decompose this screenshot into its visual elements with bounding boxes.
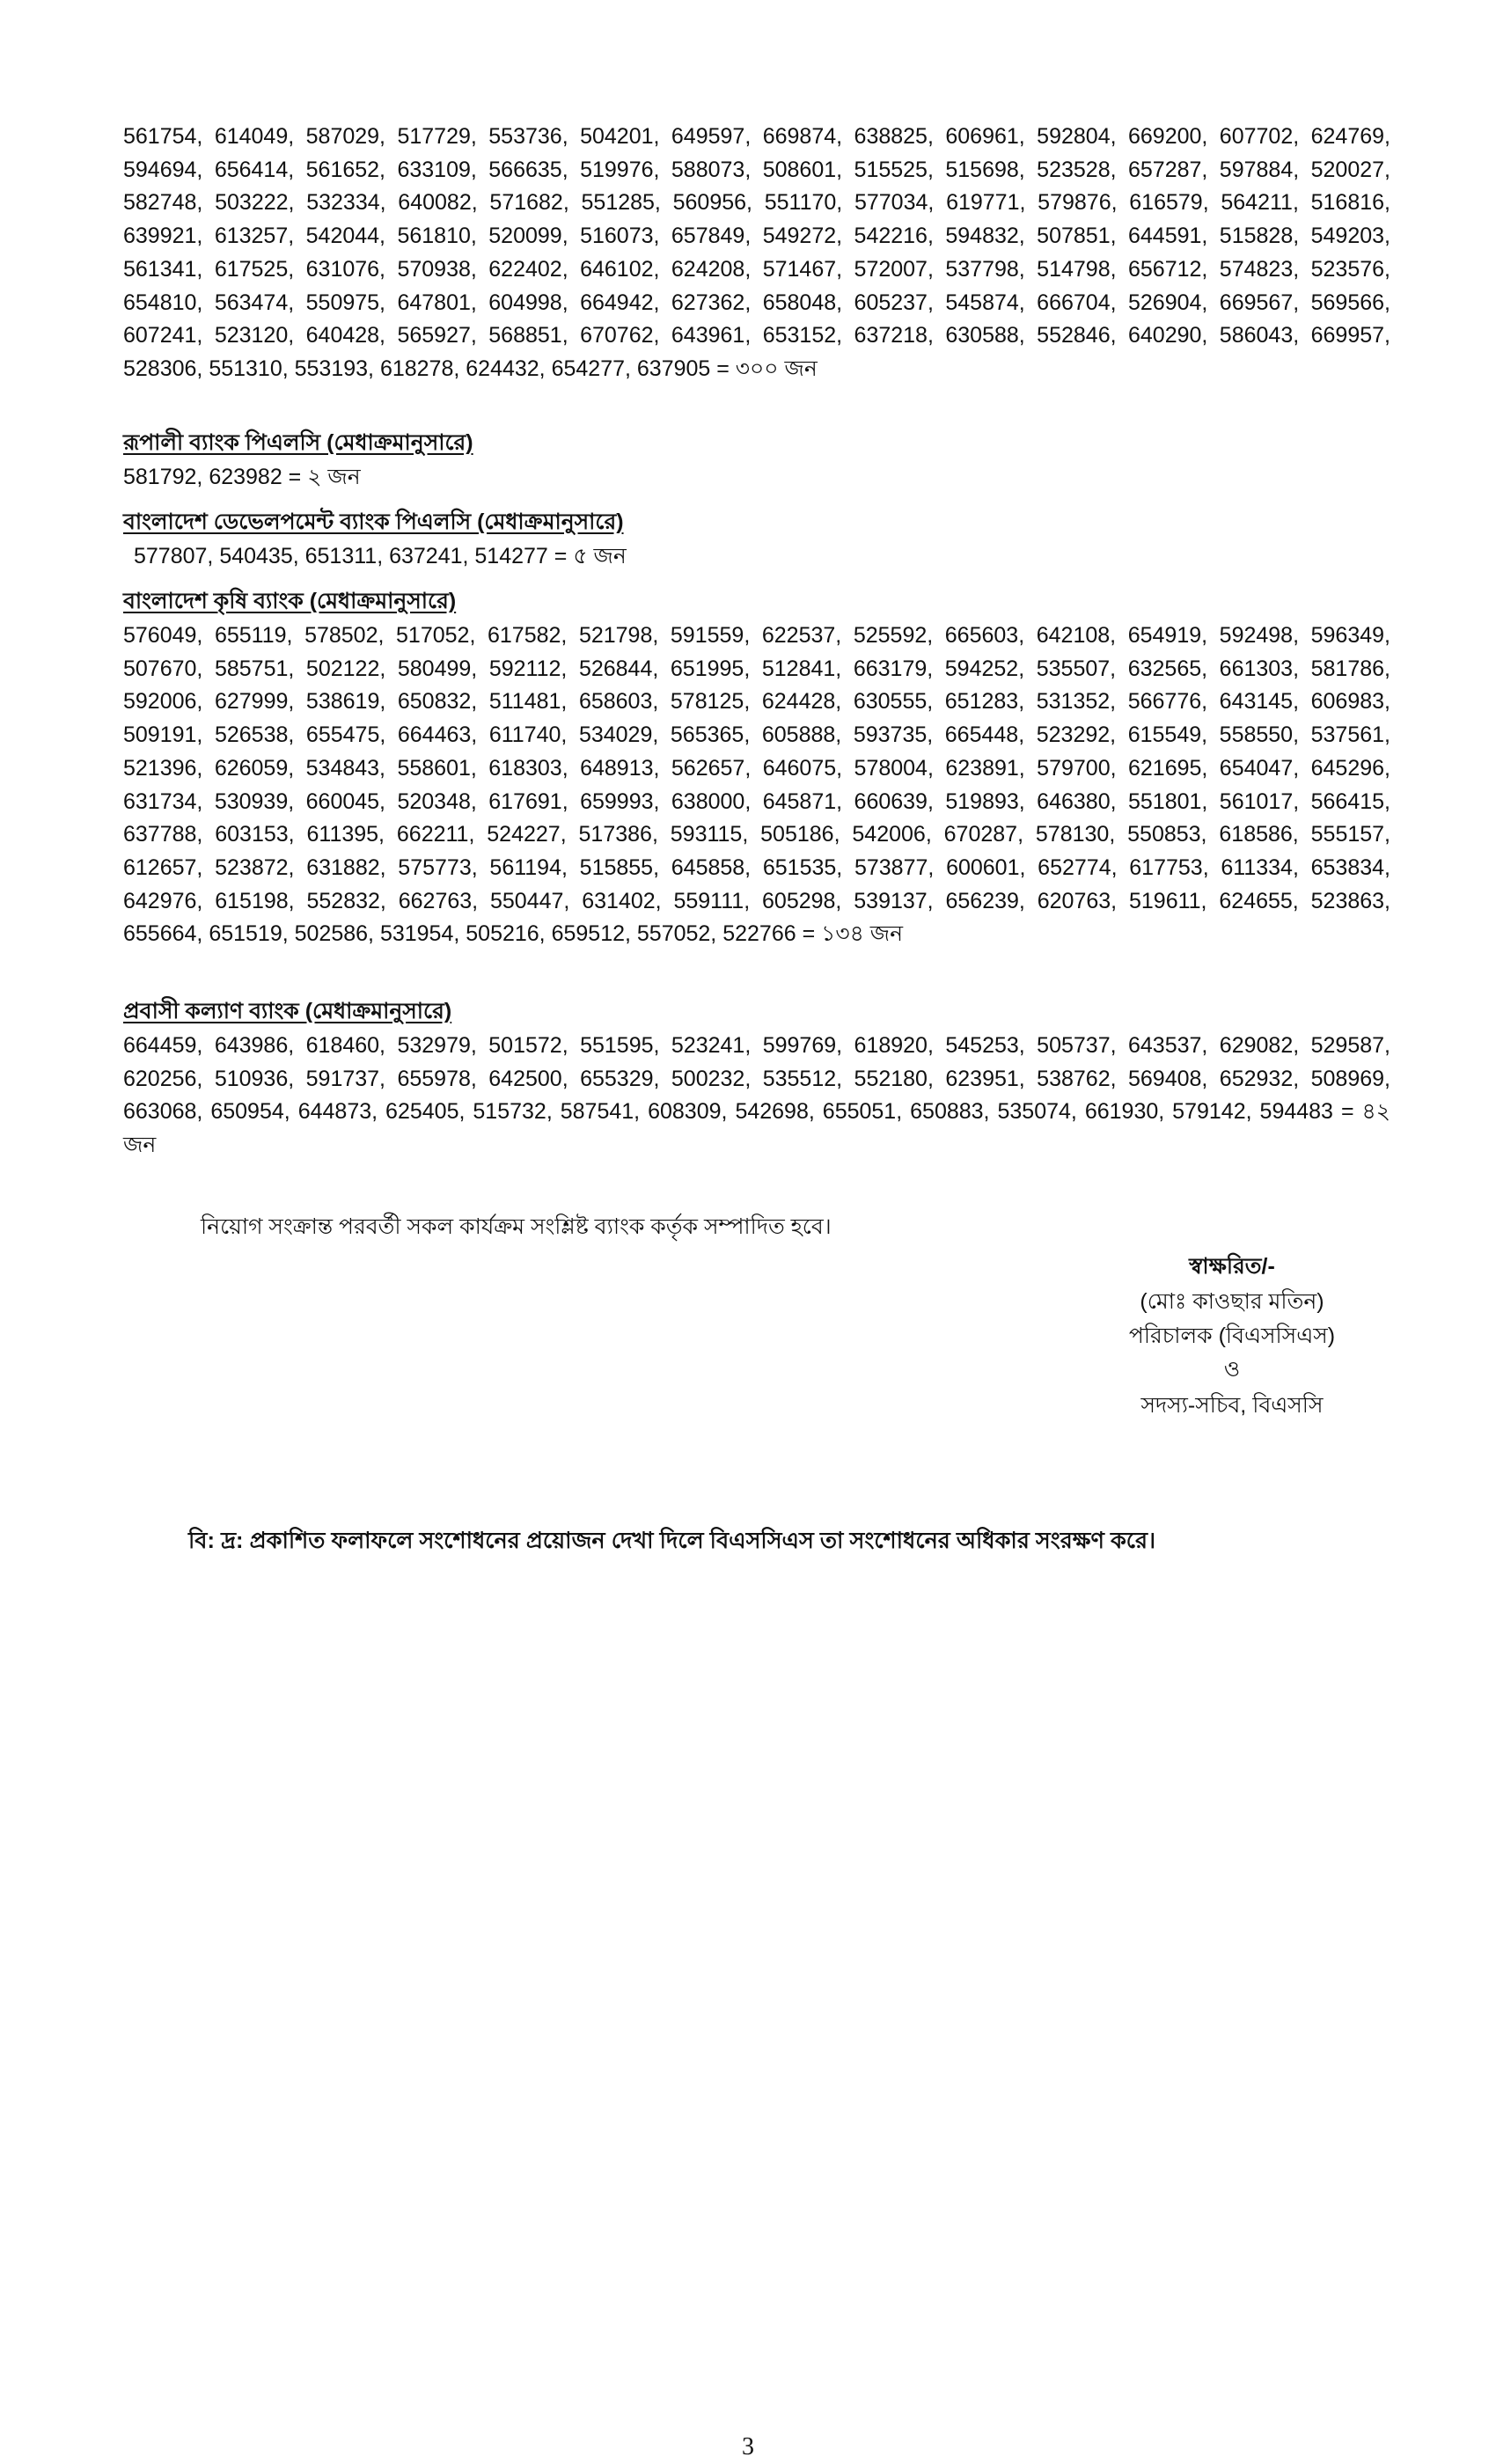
signatory-conjunction: ও	[1223, 1357, 1241, 1382]
section-heading-bangladesh-development-bank: বাংলাদেশ ডেভেলপমেন্ট ব্যাংক পিএলসি (মেধাক্রমানুসারে)	[123, 510, 624, 534]
signature-signed: স্বাক্ষরিত/-	[1189, 1254, 1275, 1279]
section-heading-bangladesh-krishi-bank: বাংলাদেশ কৃষি ব্যাংক (মেধাক্রমানুসারে)	[123, 589, 457, 613]
roll-number-list-rupali-bank: 581792, 623982 = ২ জন	[123, 465, 361, 489]
roll-number-list-bangladesh-krishi-bank: 576049, 655119, 578502, 517052, 617582, 521798, 591559, 622537, 525592, 665603, 642108, 654919, 592498, 596349, 507670, 585751, 502122, 580499, 592112, 526844, 651995, 512841, 663179, 594252, 535507, 632565, 661303, 581786, 592006, 627999, 538619, 650832, 511481, 658603, 578125, 624428, 630555, 651283, 531352, 566776, 643145, 606983, 509191, 526538, 655475, 664463, 611740, 534029, 565365, 605888, 593735, 665448, 523292, 615549, 558550, 537561, 521396, 626059, 534843, 558601, 618303, 648913, 562657, 646075, 578004, 623891, 579700, 621695, 654047, 645296, 631734, 530939, 660045, 520348, 617691, 659993, 638000, 645871, 660639, 519893, 646380, 551801, 561017, 566415, 637788, 603153, 611395, 662211, 524227, 517386, 593115, 505186, 542006, 670287, 578130, 550853, 618586, 555157, 612657, 523872, 631882, 575773, 561194, 515855, 645858, 651535, 573877, 600601, 652774, 617753, 611334, 653834, 642976, 615198, 552832, 662763, 550447, 631402, 559111, 605298, 539137, 656239, 620763, 519611, 624655, 523863, 655664, 651519, 502586, 531954, 505216, 659512, 557052, 522766 = ১৩৪ জন	[123, 623, 1390, 947]
roll-number-list-continued: 561754, 614049, 587029, 517729, 553736, 504201, 649597, 669874, 638825, 606961, 592804, 669200, 607702, 624769, 594694, 656414, 561652, 633109, 566635, 519976, 588073, 508601, 515525, 515698, 523528, 657287, 597884, 520027, 582748, 503222, 532334, 640082, 571682, 551285, 560956, 551170, 577034, 619771, 579876, 616579, 564211, 516816, 639921, 613257, 542044, 561810, 520099, 516073, 657849, 549272, 542216, 594832, 507851, 644591, 515828, 549203, 561341, 617525, 631076, 570938, 622402, 646102, 624208, 571467, 572007, 537798, 514798, 656712, 574823, 523576, 654810, 563474, 550975, 647801, 604998, 664942, 627362, 658048, 605237, 545874, 666704, 526904, 669567, 569566, 607241, 523120, 640428, 565927, 568851, 670762, 643961, 653152, 637218, 630588, 552846, 640290, 586043, 669957, 528306, 551310, 553193, 618278, 624432, 654277, 637905 = ৩০০ জন	[123, 124, 1390, 381]
signatory-name: (মোঃ কাওছার মতিন)	[1140, 1289, 1324, 1314]
signatory-title-secondary: সদস্য-সচিব, বিএসসি	[1140, 1393, 1324, 1418]
signatory-title: পরিচালক (বিএসসিএস)	[1128, 1324, 1336, 1348]
page-number: 3	[742, 2433, 754, 2460]
closing-statement: নিয়োগ সংক্রান্ত পরবর্তী সকল কার্যক্রম সংশ্লিষ্ট ব্যাংক কর্তৃক সম্পাদিত হবে।	[201, 1214, 832, 1239]
roll-number-list-probashi-kallyan-bank: 664459, 643986, 618460, 532979, 501572, 551595, 523241, 599769, 618920, 545253, 505737, 643537, 629082, 529587, 620256, 510936, 591737, 655978, 642500, 655329, 500232, 535512, 552180, 623951, 538762, 569408, 652932, 508969, 663068, 650954, 644873, 625405, 515732, 587541, 608309, 542698, 655051, 650883, 535074, 661930, 579142, 594483 = ৪২ জন	[123, 1033, 1390, 1158]
section-heading-rupali-bank: রূপালী ব্যাংক পিএলসি (মেধাক্রমানুসারে)	[123, 430, 473, 455]
footnote: বি: দ্র: প্রকাশিত ফলাফলে সংশোধনের প্রয়োজন দেখা দিলে বিএসসিএস তা সংশোধনের অধিকার সংরক্ষণ করে।	[188, 1529, 1156, 1553]
section-heading-probashi-kallyan-bank: প্রবাসী কল্যাণ ব্যাংক (মেধাক্রমানুসারে)	[123, 999, 452, 1023]
roll-number-list-bangladesh-development-bank: 577807, 540435, 651311, 637241, 514277 = ৫ জন	[134, 544, 627, 568]
